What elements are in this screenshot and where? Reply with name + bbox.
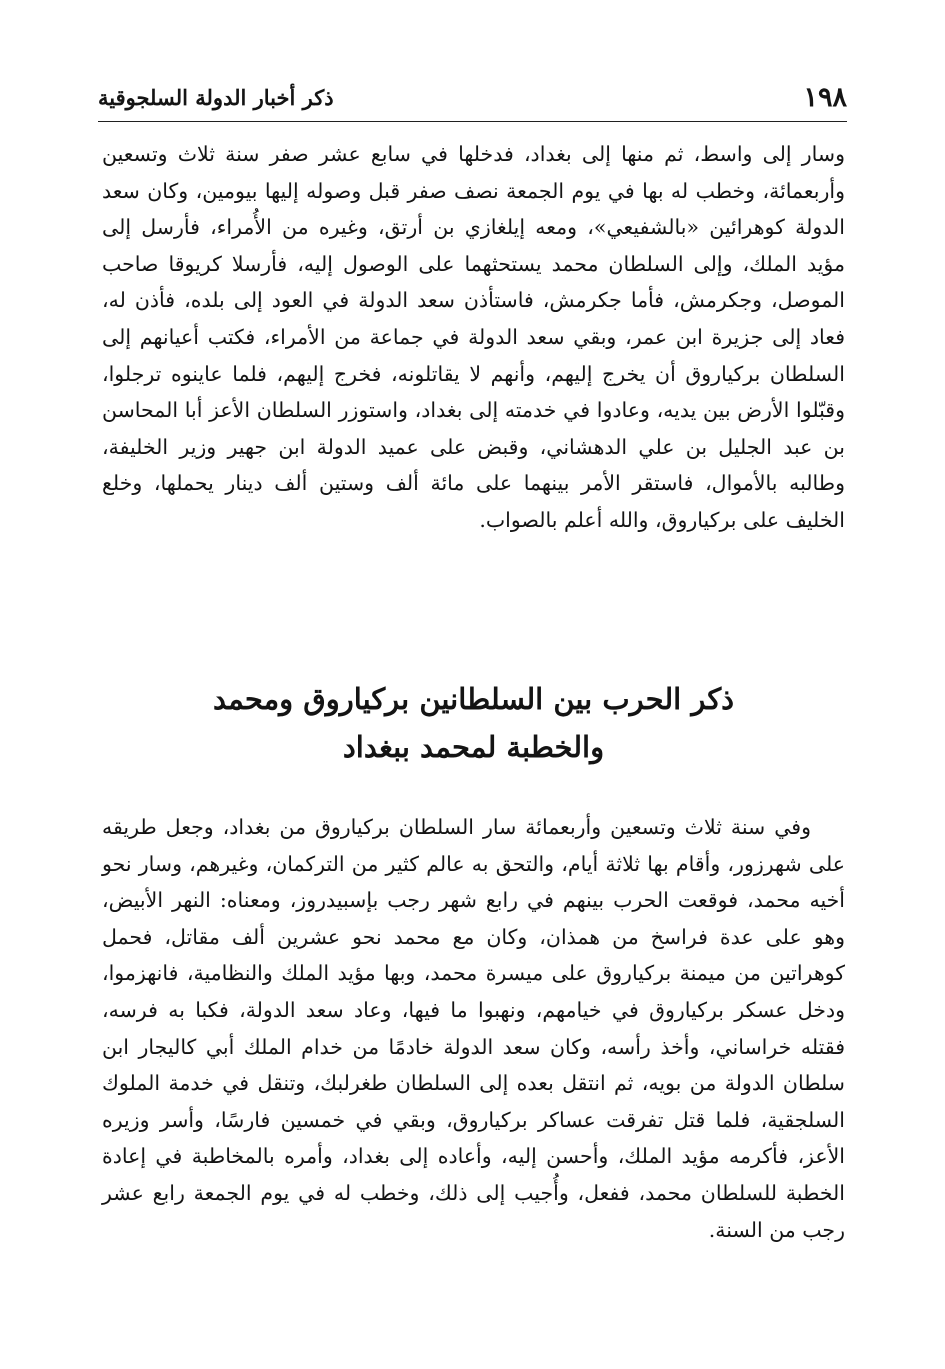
- section-heading: [102, 675, 845, 771]
- header-divider: [98, 121, 847, 122]
- running-title: ذكر أخبار الدولة السلجوقية: [98, 85, 334, 110]
- section-heading-line-2: والخطبة لمحمد ببغداد: [342, 730, 605, 764]
- page-number: ١٩٨: [803, 82, 847, 113]
- section-heading-line-1: ذكر الحرب بين السلطانين بركياروق ومحمد: [212, 682, 735, 716]
- body-paragraph-2: وفي سنة ثلاث وتسعين وأربعمائة سار السلطان بركياروق من بغداد، وجعل طريقه على شهرزور، وأقام بها ثلاثة أيام، والتحق به عالم كثير من التركمان، وغيرهم، وسار نحو أخيه محمد، فوقعت الحرب بينهم في رابع شهر رجب بإسبيدروز، ومعناه: النهر الأبيض، وهو على عدة فراسخ من همذان، وكان مع محمد نحو عشرين ألف مقاتل، فحمل كوهراتين من ميمنة بركياروق على ميسرة محمد، وبها مؤيد الملك والنظامية، فانهزموا، ودخل عسكر بركياروق في خيامهم، ونهبوا ما فيها، وعاد سعد الدولة، فكبا به فرسه، فقتله خراساني، وأخذ رأسه، وكان سعد الدولة خادمًا من خدام الملك أبي كاليجار ابن سلطان الدولة من بويه، ثم انتقل بعده إلى السلطان طغرلبك، وتنقل في خدمة الملوك السلجقية، فلما قتل تفرقت عساكر بركياروق، وبقي في خمسين فارسًا، وأسر وزيره الأعز، فأكرمه مؤيد الملك، وأحسن إليه، وأعاده إلى بغداد، وأمره بالمخاطبة في إعادة الخطبة للسلطان محمد، ففعل، وأُجيب إلى ذلك، وخطب له في يوم الجمعة رابع عشر رجب من السنة.: [102, 815, 845, 1242]
- page-header: [98, 78, 847, 118]
- body-paragraph-1: وسار إلى واسط، ثم منها إلى بغداد، فدخلها في سابع عشر صفر سنة ثلاث وتسعين وأربعمائة، وخطب له بها في يوم الجمعة نصف صفر قبل وصوله إليها بيومين، وكان سعد الدولة كوهرائين «بالشفيعي»، ومعه إيلغازي بن أرتق، وغيره من الأُمراء، فأرسل إلى مؤيد الملك، وإلى السلطان محمد يستحثهما على الوصول إليه، فأرسلا كريوقا صاحب الموصل، وجكرمش، فأما جكرمش، فاستأذن سعد الدولة في العود إلى بلده، فأذن له، فعاد إلى جزيرة ابن عمر، وبقي سعد الدولة في جماعة من الأمراء، فكتب أعيانهم إلى السلطان بركياروق أن يخرج إليهم، وأنهم لا يقاتلونه، فخرج إليهم، فلما عاينوه ترجلوا، وقبّلوا الأرض بين يديه، وعادوا في خدمته إلى بغداد، واستوزر السلطان الأعز أبا المحاسن بن عبد الجليل بن علي الدهشاني، وقبض على عميد الدولة ابن جهير وزير الخليفة، وطالبه بالأموال، فاستقر الأمر بينهما على مائة ألف وستين ألف دينار يحملها، وخلع الخليف على بركياروق، والله أعلم بالصواب.: [102, 142, 845, 532]
